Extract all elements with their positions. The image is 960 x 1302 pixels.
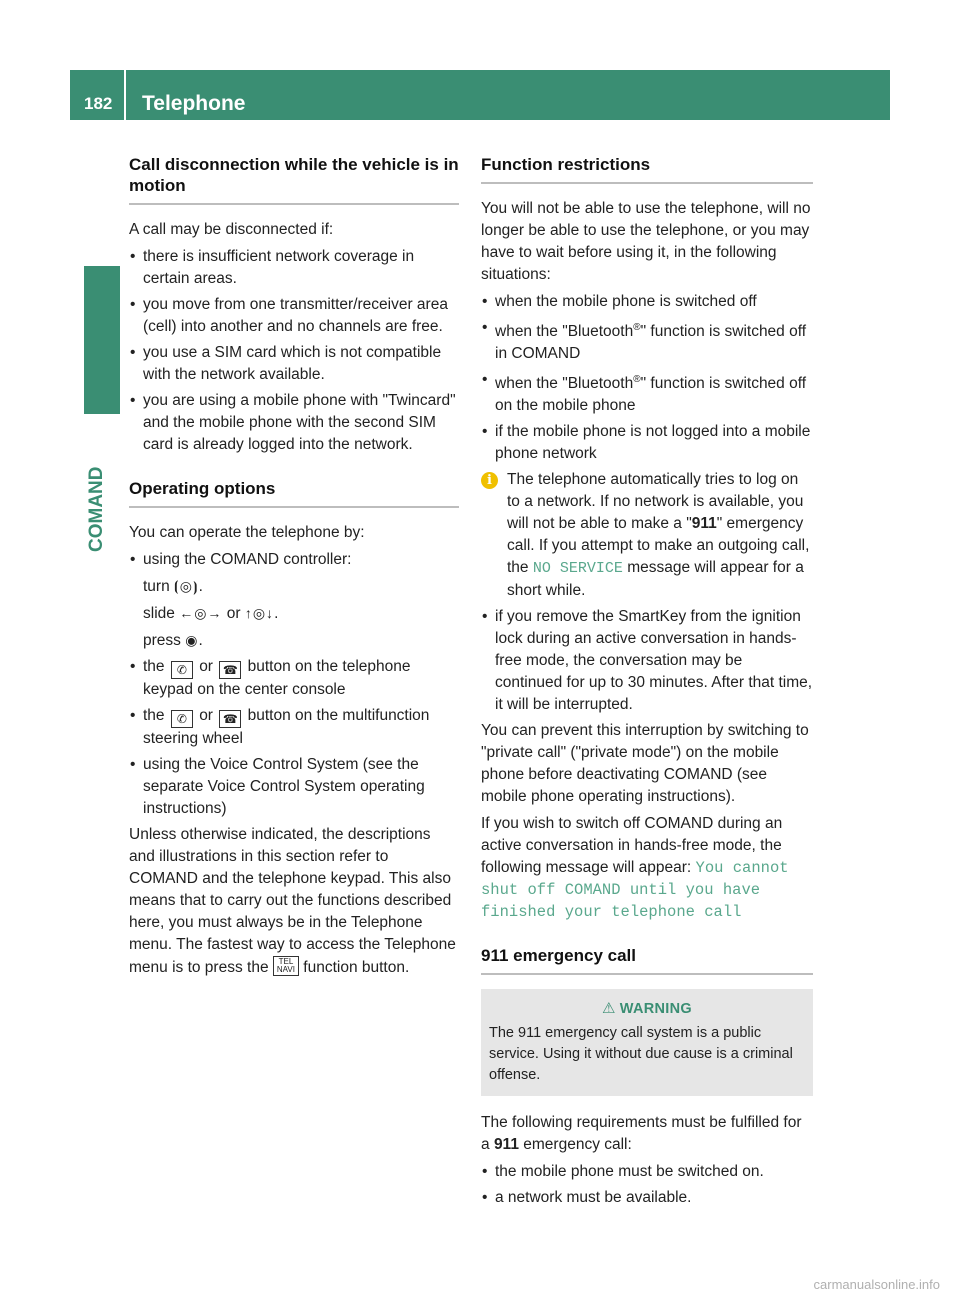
list-item: • if the mobile phone is not logged into a mobile phone network — [481, 421, 813, 465]
list-item: • the mobile phone must be switched on. — [481, 1161, 813, 1183]
list-item: • using the COMAND controller: — [129, 549, 459, 571]
header-bar — [70, 70, 890, 120]
controller-press-icon: ◉ — [185, 632, 199, 648]
side-tab-block — [84, 266, 120, 414]
end-call-key-icon: ☎ — [219, 661, 241, 679]
list-item: • when the "Bluetooth®" function is switched off in COMAND — [481, 317, 813, 365]
list-item: • when the "Bluetooth®" function is switched off on the mobile phone — [481, 369, 813, 417]
controller-turn-icon: ⦗◎⦘ — [174, 578, 199, 594]
heading-operating-options: Operating options — [129, 478, 459, 508]
side-tab-label: COMAND — [86, 466, 107, 552]
end-call-key-icon: ☎ — [219, 710, 241, 728]
page-number: 182 — [84, 94, 113, 113]
operating-paragraph: Unless otherwise indicated, the descriptions and illustrations in this section refer to COMAND and the telephone keypad. This also means that to carry out the functions described here, you must always be in the Telephone menu. The fastest way to access the Telephone menu is to press the TEL NAVI function button. — [129, 826, 456, 976]
info-note: i The telephone automatically tries to log on to a network. If no network is available, you will not be able to make a "911" emergency call. If you attempt to make an outgoing call, the NO SERVICE message will appear for a short while. — [481, 469, 813, 602]
warning-text: The 911 emergency call system is a public service. Using it without due cause is a criminal offense. — [489, 1025, 793, 1084]
restrictions-intro: You will not be able to use the telephone, will no longer be able to use the telephone, or you may have to wait before using it, in the following situations: — [481, 200, 811, 283]
shutdown-message-line-1: You cannot — [695, 859, 789, 878]
warning-box — [481, 989, 813, 1096]
warning-triangle-icon: ⚠ — [602, 1000, 616, 1018]
call-key-icon: ✆ — [171, 710, 193, 728]
controller-slide-vertical-icon: ↑◎↓ — [244, 605, 275, 621]
operating-intro: You can operate the telephone by: — [129, 524, 365, 541]
slide-instruction: slide ←◎→ or ↑◎↓. — [143, 605, 279, 622]
list-item: • a network must be available. — [481, 1187, 813, 1209]
info-icon: i — [481, 472, 498, 489]
side-tab — [70, 120, 126, 1180]
tel-navi-key-icon: TEL NAVI — [273, 956, 299, 976]
restrictions-paragraph-2: If you wish to switch off COMAND during an active conversation in hands-free mode, the following message will appear: You cannot shut off COMAND until you have finished your telephone call — [481, 815, 789, 922]
warning-title: ⚠ WARNING — [602, 1000, 692, 1018]
right-column — [481, 154, 813, 1213]
list-item: • you use a SIM card which is not compatible with the network available. — [129, 342, 459, 386]
disconnect-intro: A call may be disconnected if: — [129, 221, 334, 238]
page-title: Telephone — [142, 92, 246, 115]
watermark: carmanualsonline.info — [813, 1277, 940, 1292]
page-number-box — [70, 70, 126, 120]
list-item: • you move from one transmitter/receiver area (cell) into another and no channels are free. — [129, 294, 459, 338]
list-item: • using the Voice Control System (see the separate Voice Control System operating instructions) — [129, 754, 459, 820]
shutdown-message-line-3: finished your telephone call — [481, 903, 742, 922]
heading-function-restrictions: Function restrictions — [481, 154, 813, 184]
turn-instruction: turn ⦗◎⦘. — [143, 578, 203, 595]
restrictions-paragraph-1: You can prevent this interruption by switching to "private call" ("private mode") on the mobile phone before deactivating COMAND (see mobile phone operating instructions). — [481, 722, 809, 806]
heading-call-disconnection: Call disconnection while the vehicle is in motion — [129, 154, 459, 205]
shutdown-message-line-2: shut off COMAND until you have — [481, 881, 761, 900]
press-instruction: press ◉. — [143, 632, 203, 649]
heading-911-emergency-call: 911 emergency call — [481, 945, 813, 975]
controller-slide-horizontal-icon: ←◎→ — [179, 605, 223, 621]
left-column — [129, 154, 459, 984]
emergency-requirements-intro: The following requirements must be fulfilled for a 911 emergency call: — [481, 1114, 802, 1154]
list-item: • if you remove the SmartKey from the ignition lock during an active conversation in hands-free mode, the conversation may be continued for up to 30 minutes. After that time, it will be interrupted. — [481, 606, 813, 716]
list-item: • you are using a mobile phone with "Twincard" and the mobile phone with the second SIM card is already logged into the network. — [129, 390, 459, 456]
call-key-icon: ✆ — [171, 661, 193, 679]
no-service-message: NO SERVICE — [532, 560, 623, 578]
list-item: • there is insufficient network coverage in certain areas. — [129, 246, 459, 290]
list-item: • the ✆ or ☎ button on the telephone keypad on the center console — [129, 656, 459, 701]
list-item: • when the mobile phone is switched off — [481, 291, 813, 313]
list-item: • the ✆ or ☎ button on the multifunction steering wheel — [129, 705, 459, 750]
